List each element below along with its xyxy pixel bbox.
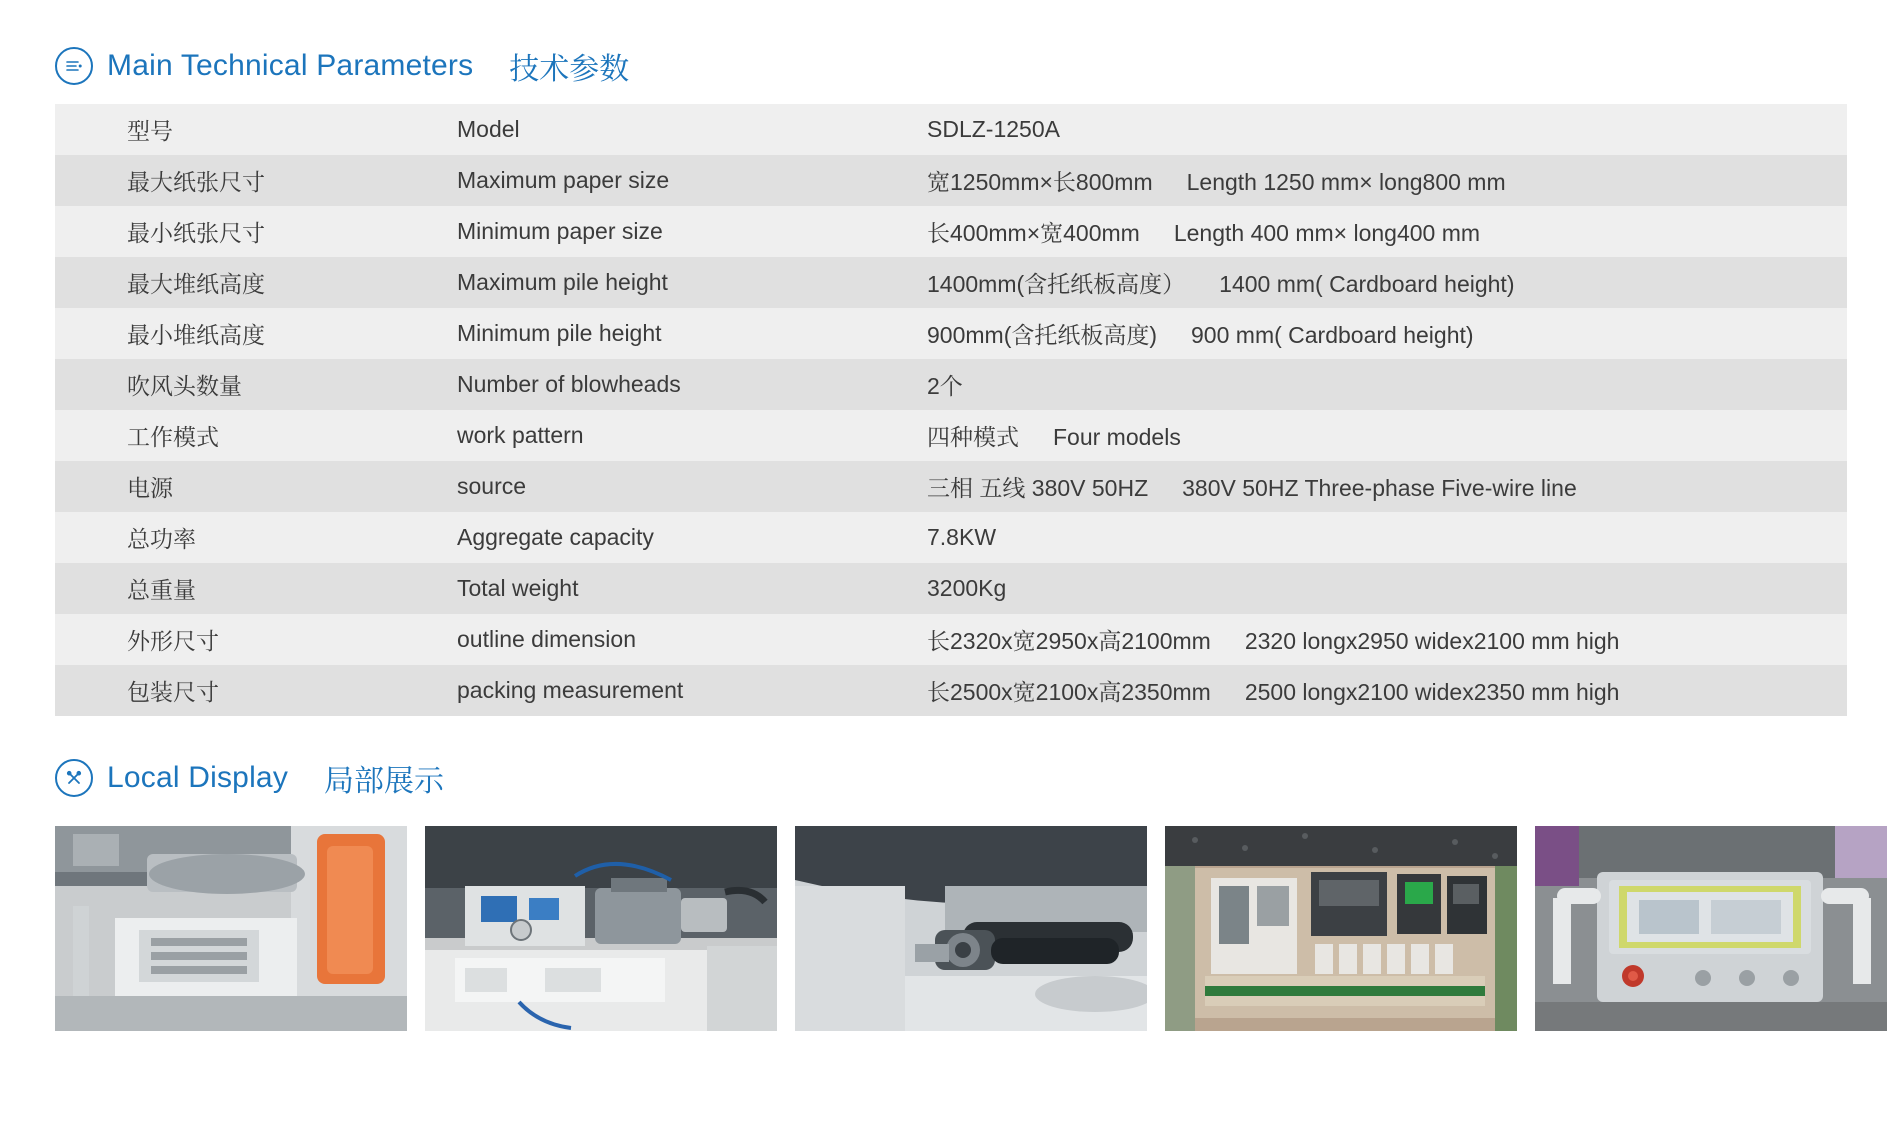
row-label-cn: 吹风头数量 bbox=[127, 373, 242, 399]
row-label-en: outline dimension bbox=[457, 626, 637, 652]
row-value-secondary: 2500 longx2100 widex2350 mm high bbox=[1244, 679, 1620, 705]
table-row bbox=[55, 155, 1847, 206]
row-label-en: Maximum paper size bbox=[457, 167, 670, 193]
row-label-cn: 电源 bbox=[127, 475, 173, 501]
row-value-primary: 长2500x宽2100x高2350mm bbox=[927, 679, 1211, 705]
row-value-secondary: Four models bbox=[1053, 424, 1181, 450]
row-value bbox=[927, 461, 1847, 512]
row-value-secondary: 900 mm( Cardboard height) bbox=[1191, 322, 1474, 348]
row-label-en: Maximum pile height bbox=[457, 269, 668, 295]
row-value bbox=[927, 257, 1847, 308]
row-label-en: Total weight bbox=[457, 575, 579, 601]
row-label-en: source bbox=[457, 473, 527, 499]
row-value bbox=[927, 155, 1847, 206]
row-label-en: work pattern bbox=[457, 422, 584, 448]
table-row bbox=[55, 206, 1847, 257]
photo-electrical-cabinet[interactable] bbox=[1165, 826, 1517, 1031]
photo-feeder-roller[interactable] bbox=[55, 826, 407, 1031]
row-value-primary: 宽1250mm×长800mm bbox=[927, 169, 1153, 195]
row-label-en: packing measurement bbox=[457, 677, 684, 703]
row-value bbox=[927, 359, 1847, 410]
table-row bbox=[55, 512, 1847, 563]
row-label-en: Number of blowheads bbox=[457, 371, 681, 397]
photo-control-panel[interactable] bbox=[1535, 826, 1887, 1031]
row-value-primary: 3200Kg bbox=[927, 575, 1007, 601]
row-value-primary: SDLZ-1250A bbox=[927, 116, 1060, 142]
parameters-title-en: Main Technical Parameters bbox=[107, 49, 474, 82]
row-label-en: Model bbox=[457, 116, 520, 142]
row-value bbox=[927, 410, 1847, 461]
row-value-secondary: Length 400 mm× long400 mm bbox=[1173, 220, 1481, 246]
local-display-section-header bbox=[55, 716, 1847, 800]
local-display-gallery bbox=[55, 826, 1847, 1031]
row-label-cn: 总功率 bbox=[127, 526, 196, 552]
row-value-secondary: 1400 mm( Cardboard height) bbox=[1219, 271, 1515, 297]
row-value bbox=[927, 104, 1847, 155]
row-value-primary: 2个 bbox=[927, 373, 963, 399]
table-row bbox=[55, 461, 1847, 512]
row-value-secondary: Length 1250 mm× long800 mm bbox=[1186, 169, 1506, 195]
row-label-cn: 总重量 bbox=[127, 577, 196, 603]
list-circle-icon bbox=[55, 47, 93, 85]
row-value-secondary: 2320 longx2950 widex2100 mm high bbox=[1244, 628, 1620, 654]
parameters-section-header bbox=[55, 0, 1847, 88]
row-value-secondary: 380V 50HZ Three-phase Five-wire line bbox=[1182, 475, 1577, 501]
row-value bbox=[927, 206, 1847, 257]
table-row bbox=[55, 563, 1847, 614]
local-display-title-en: Local Display bbox=[107, 761, 289, 794]
local-display-title-cn: 局部展示 bbox=[324, 765, 445, 798]
table-row bbox=[55, 410, 1847, 461]
row-label-en: Aggregate capacity bbox=[457, 524, 654, 550]
photo-drive-shaft[interactable] bbox=[795, 826, 1147, 1031]
row-value bbox=[927, 563, 1847, 614]
table-row bbox=[55, 257, 1847, 308]
row-value-primary: 900mm(含托纸板高度) bbox=[927, 322, 1158, 348]
parameters-table bbox=[55, 104, 1847, 716]
row-label-cn: 最小堆纸高度 bbox=[127, 322, 265, 348]
row-label-en: Minimum paper size bbox=[457, 218, 663, 244]
parameters-title-cn: 技术参数 bbox=[509, 53, 630, 86]
row-value bbox=[927, 614, 1847, 665]
row-label-en: Minimum pile height bbox=[457, 320, 662, 346]
row-value-primary: 1400mm(含托纸板高度） bbox=[927, 271, 1186, 297]
row-value-primary: 7.8KW bbox=[927, 524, 997, 550]
table-row bbox=[55, 614, 1847, 665]
row-label-cn: 最小纸张尺寸 bbox=[127, 220, 265, 246]
row-value-primary: 长400mm×宽400mm bbox=[927, 220, 1140, 246]
table-row bbox=[55, 104, 1847, 155]
row-label-cn: 型号 bbox=[127, 118, 173, 144]
photo-motor-pump[interactable] bbox=[425, 826, 777, 1031]
table-row bbox=[55, 308, 1847, 359]
row-value bbox=[927, 665, 1847, 716]
row-value bbox=[927, 512, 1847, 563]
table-row bbox=[55, 665, 1847, 716]
row-label-cn: 最大纸张尺寸 bbox=[127, 169, 265, 195]
row-value bbox=[927, 308, 1847, 359]
row-label-cn: 外形尺寸 bbox=[127, 628, 219, 654]
row-label-cn: 包装尺寸 bbox=[127, 679, 219, 705]
row-value-primary: 长2320x宽2950x高2100mm bbox=[927, 628, 1211, 654]
row-value-primary: 四种模式 bbox=[927, 424, 1019, 450]
row-label-cn: 最大堆纸高度 bbox=[127, 271, 265, 297]
tools-circle-icon bbox=[55, 759, 93, 797]
row-value-primary: 三相 五线 380V 50HZ bbox=[927, 475, 1149, 501]
row-label-cn: 工作模式 bbox=[127, 424, 219, 450]
parameters-table-body bbox=[55, 104, 1847, 716]
table-row bbox=[55, 359, 1847, 410]
